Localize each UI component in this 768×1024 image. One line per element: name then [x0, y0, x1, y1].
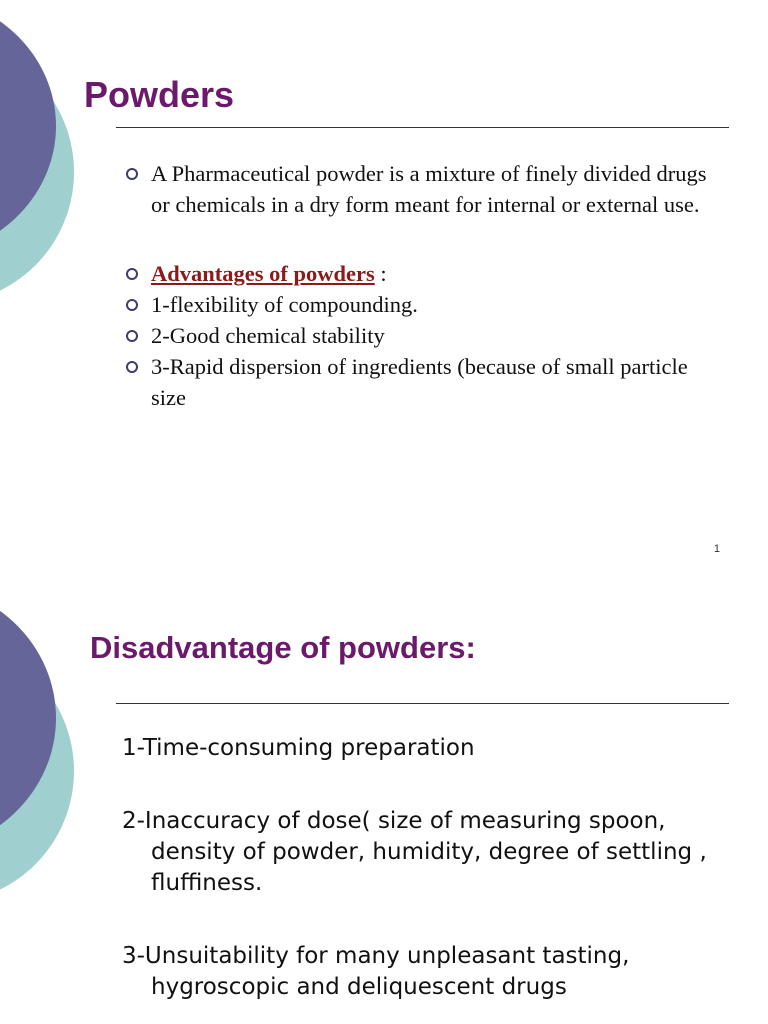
- advantage-text: 1-flexibility of compounding.: [151, 292, 418, 317]
- list-item: [126, 158, 726, 220]
- advantages-heading-suffix: :: [374, 261, 387, 286]
- title-divider: [116, 703, 729, 704]
- advantage-text: 2-Good chemical stability: [151, 323, 385, 348]
- list-item: [126, 320, 726, 351]
- bullet-icon: [126, 268, 138, 280]
- list-item: [126, 351, 726, 413]
- bullet-icon: [126, 330, 138, 342]
- list-item: 1-Time-consuming preparation: [122, 735, 475, 761]
- bullet-list: [126, 158, 726, 413]
- bullet-icon: [126, 361, 138, 373]
- intro-text: A Pharmaceutical powder is a mixture of finely divided drugs or chemicals in a dry form meant for internal or external use.: [151, 161, 707, 217]
- slide-title: Powders: [84, 74, 235, 115]
- list-item: 3-Unsuitability for many unpleasant tasting, hygroscopic and deliquescent drugs: [122, 943, 630, 1000]
- slide-title: Disadvantage of powders:: [90, 630, 476, 665]
- advantage-text: 3-Rapid dispersion of ingredients (because of small particle size: [151, 354, 688, 410]
- list-item: [126, 289, 726, 320]
- bullet-icon: [126, 299, 138, 311]
- slide-2: [0, 575, 768, 1024]
- list-item: [126, 258, 726, 289]
- disadvantage-list: [122, 733, 742, 1003]
- advantages-heading: Advantages of powders: [151, 261, 375, 286]
- title-divider: [116, 127, 729, 128]
- bullet-icon: [126, 168, 138, 180]
- list-item: 2-Inaccuracy of dose( size of measuring spoon, density of powder, humidity, degree of settling , fluffiness.: [122, 808, 707, 896]
- page-number: 1: [713, 543, 720, 555]
